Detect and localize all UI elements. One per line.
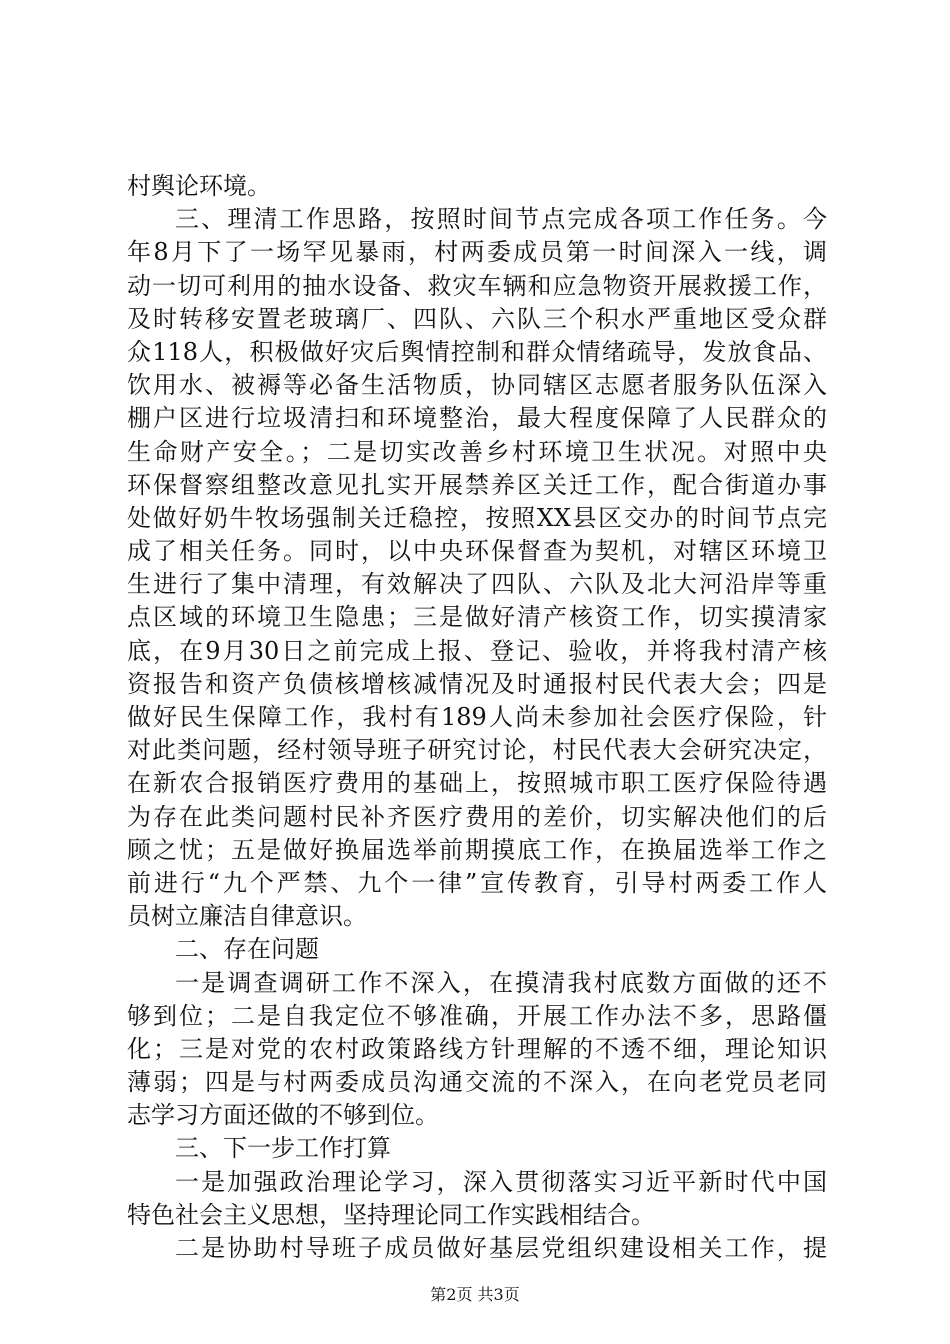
text-line: 志学习方面还做的不够到位。 [127, 1101, 439, 1130]
text-line: 村舆论环境。 [127, 172, 271, 200]
text-line: 三、下一步工作打算 [175, 1134, 391, 1163]
text-line: 饮用水、被褥等必备生活物质，协同辖区志愿者服务队伍深入 [127, 371, 827, 400]
text-line: 二是协助村导班子成员做好基层党组织建设相关工作，提 [175, 1234, 827, 1262]
text-line: 底，在9月30日之前完成上报、登记、验收，并将我村清产核 [127, 636, 827, 665]
text-line: 环保督察组整改意见扎实开展禁养区关迁工作，配合街道办事 [127, 470, 827, 499]
text-line: 三、理清工作思路，按照时间节点完成各项工作任务。今 [175, 205, 827, 234]
text-line: 年8月下了一场罕见暴雨，村两委成员第一时间深入一线，调 [127, 238, 827, 267]
text-line: 点区域的环境卫生隐患；三是做好清产核资工作，切实摸清家 [127, 603, 827, 632]
text-line: 及时转移安置老玻璃厂、四队、六队三个积水严重地区受众群 [127, 304, 827, 333]
text-line: 在新农合报销医疗费用的基础上，按照城市职工医疗保险待遇 [127, 769, 827, 798]
text-line: 棚户区进行垃圾清扫和环境整治，最大程度保障了人民群众的 [127, 404, 827, 433]
text-line: 做好民生保障工作，我村有189人尚未参加社会医疗保险，针 [127, 703, 827, 731]
text-line: 成了相关任务。同时，以中央环保督查为契机，对辖区环境卫 [127, 537, 827, 566]
text-line: 生进行了集中清理，有效解决了四队、六队及北大河沿岸等重 [127, 570, 827, 599]
text-line: 众118人，积极做好灾后舆情控制和群众情绪疏导，发放食品、 [127, 337, 827, 366]
text-line: 资报告和资产负债核增核减情况及时通报村民代表大会；四是 [127, 669, 827, 698]
text-line: 特色社会主义思想，坚持理论同工作实践相结合。 [127, 1200, 655, 1229]
text-line: 够到位；二是自我定位不够准确，开展工作办法不多，思路僵 [127, 1001, 827, 1030]
text-line: 处做好奶牛牧场强制关迁稳控，按照XX县区交办的时间节点完 [127, 503, 827, 532]
text-line: 化；三是对党的农村政策路线方针理解的不透不细，理论知识 [127, 1034, 827, 1063]
text-line: 对此类问题，经村领导班子研究讨论，村民代表大会研究决定， [127, 736, 827, 765]
text-line: 一是调查调研工作不深入，在摸清我村底数方面做的还不 [175, 968, 827, 997]
text-line: 二、存在问题 [175, 935, 319, 964]
text-line: 员树立廉洁自律意识。 [127, 902, 367, 931]
text-line: 为存在此类问题村民补齐医疗费用的差价，切实解决他们的后 [127, 802, 827, 831]
text-line: 顾之忧；五是做好换届选举前期摸底工作，在换届选举工作之 [127, 835, 827, 864]
document-body [127, 170, 827, 1265]
page-footer: 第2页 共3页 [430, 1285, 520, 1304]
text-line: 薄弱；四是与村两委成员沟通交流的不深入，在向老党员老同 [127, 1068, 827, 1097]
text-line: 生命财产安全。；二是切实改善乡村环境卫生状况。对照中央 [127, 437, 827, 466]
text-line: 动一切可利用的抽水设备、救灾车辆和应急物资开展救援工作， [127, 271, 827, 300]
text-line: 前进行“九个严禁、九个一律”宣传教育，引导村两委工作人 [127, 868, 827, 897]
text-line: 一是加强政治理论学习，深入贯彻落实习近平新时代中国 [175, 1167, 827, 1196]
